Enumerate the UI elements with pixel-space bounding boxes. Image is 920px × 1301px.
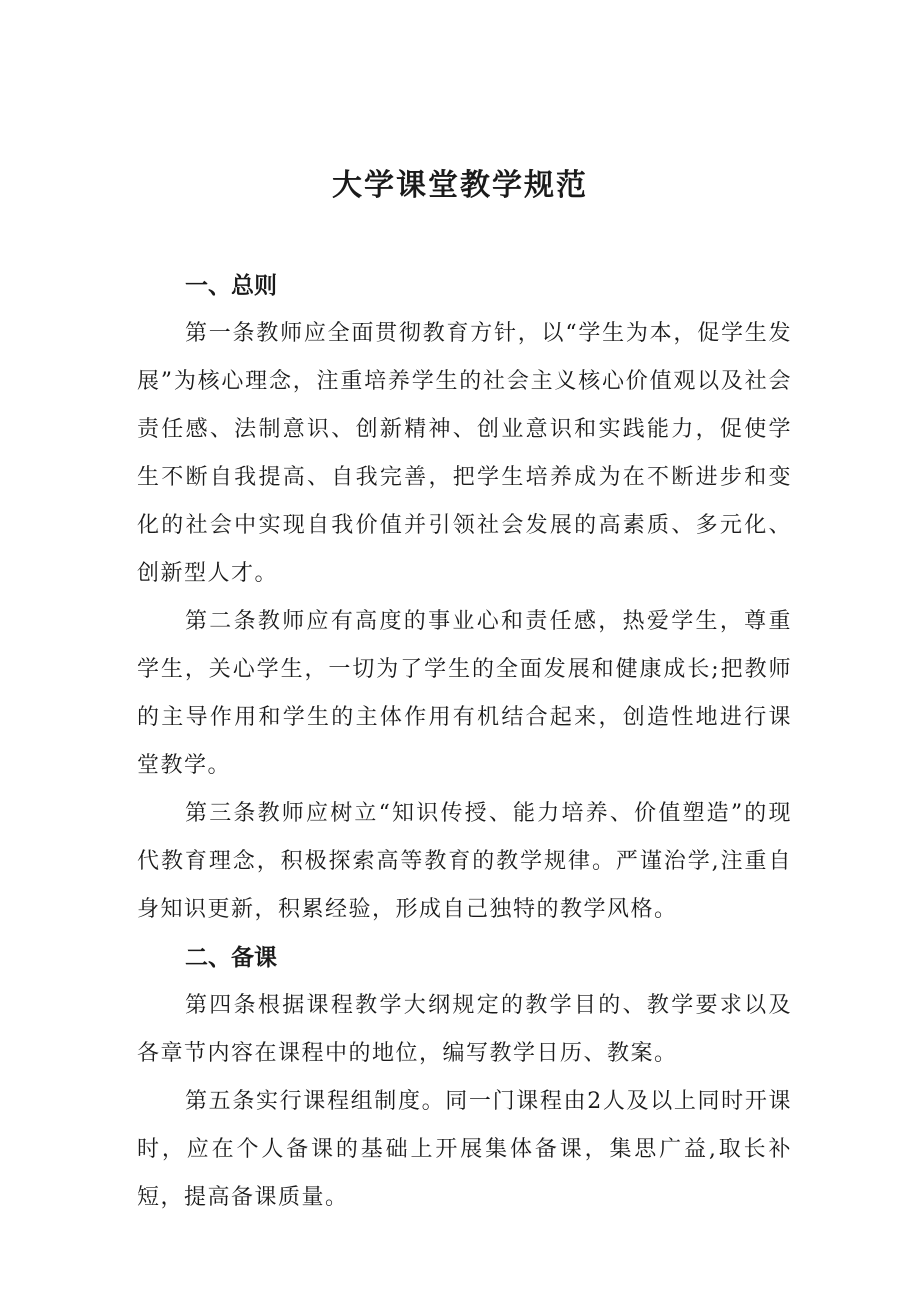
section-heading: 二、备课: [185, 945, 277, 971]
section-lesson-preparation: [137, 934, 792, 1222]
paragraph-article-3: 第三条教师应树立“知识传授、能力培养、价值塑造”的现代教育理念，积极探索高等教育的教学规律。严谨治学,注重自身知识更新，积累经验，形成自己独特的教学风格。: [137, 801, 792, 922]
paragraph-article-5: 第五条实行课程组制度。同一门课程由2人及以上同时开课时，应在个人备课的基础上开展集体备课，集思广益,取长补短，提高备课质量。: [137, 1089, 792, 1210]
paragraph-article-2: 第二条教师应有高度的事业心和责任感，热爱学生，尊重学生，关心学生，一切为了学生的全面发展和健康成长;把教师的主导作用和学生的主体作用有机结合起来，创造性地进行课堂教学。: [137, 609, 792, 778]
paragraph-article-4: 第四条根据课程教学大纲规定的教学目的、教学要求以及各章节内容在课程中的地位，编写教学日历、教案。: [137, 993, 792, 1066]
document-title: 大学课堂教学规范: [332, 168, 588, 203]
section-heading: 一、总则: [185, 273, 277, 299]
section-general: [137, 262, 792, 934]
paragraph-article-1: 第一条教师应全面贯彻教育方针，以“学生为本，促学生发展”为核心理念，注重培养学生的社会主义核心价值观以及社会责任感、法制意识、创新精神、创业意识和实践能力，促使学生不断自我提高、自我完善，把学生培养成为在不断进步和变化的社会中实现自我价值并引领社会发展的高素质、多元化、创新型人才。: [137, 321, 792, 586]
document-body: [137, 262, 792, 1222]
